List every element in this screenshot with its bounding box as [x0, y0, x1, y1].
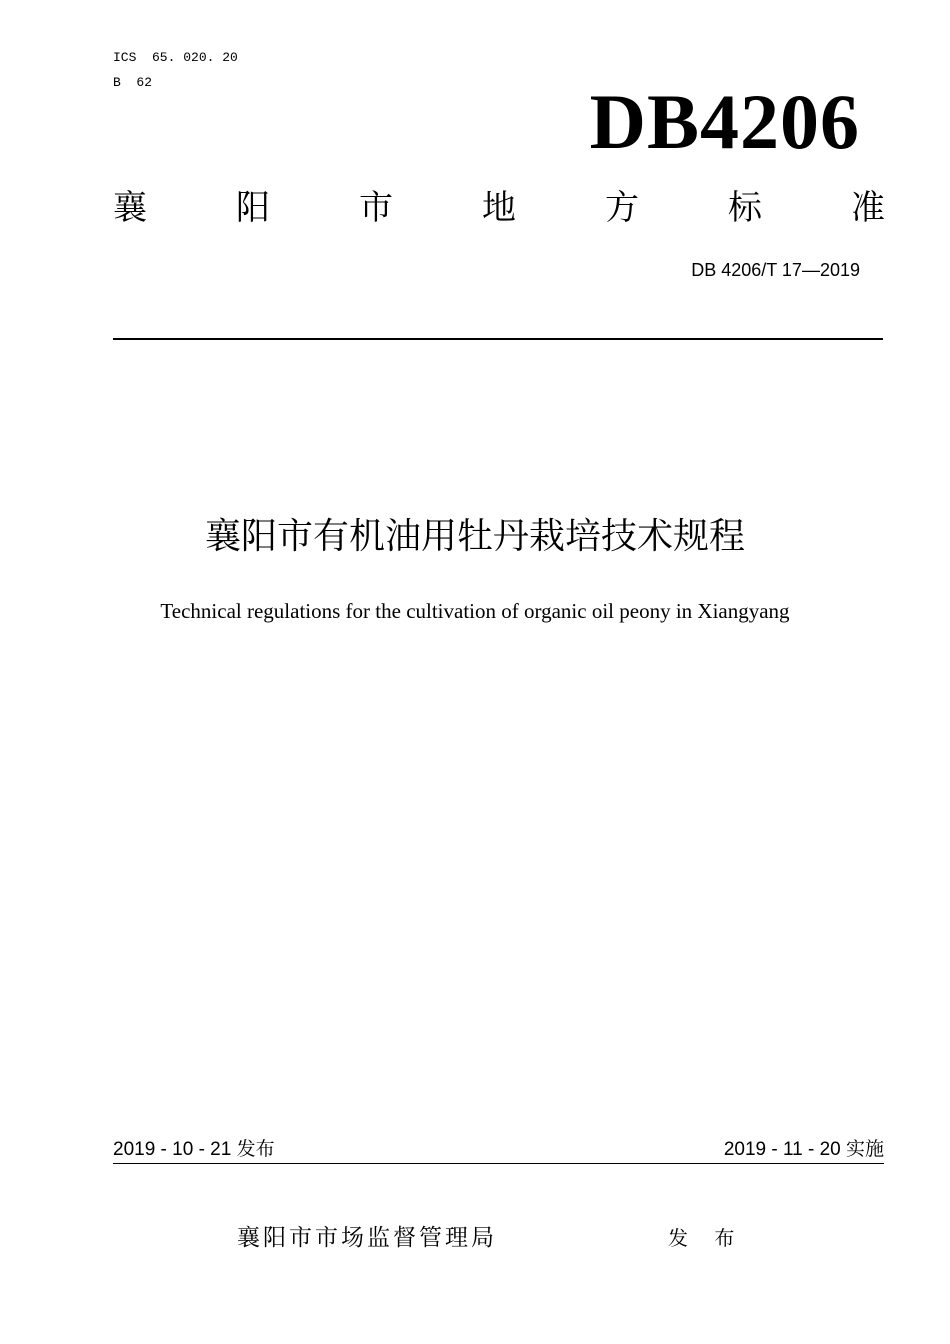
standard-type-char: 地 [482, 188, 516, 228]
standard-type-char: 襄 [113, 188, 147, 228]
issuing-authority: 襄阳市市场监督管理局 [237, 1225, 497, 1251]
top-divider [113, 338, 883, 340]
ics-code: ICS 65. 020. 20 [113, 50, 238, 65]
document-title-english: Technical regulations for the cultivation of organic oil peony in Xiangyang [160, 599, 790, 623]
standard-type-char: 方 [605, 188, 639, 228]
standard-type-char: 阳 [236, 188, 270, 228]
ccs-code: B 62 [113, 75, 153, 90]
standard-code-heading: DB4206 [589, 78, 860, 165]
standard-type-char: 标 [728, 188, 762, 228]
document-title-chinese: 襄阳市有机油用牡丹栽培技术规程 [204, 516, 745, 557]
standard-number: DB 4206/T 17—2019 [691, 260, 860, 280]
standard-type-char: 准 [851, 188, 885, 228]
bottom-divider [113, 1163, 884, 1164]
implementation-date: 2019 - 11 - 20 实施 [723, 1139, 884, 1160]
standard-type-heading [113, 186, 885, 230]
standard-type-char: 市 [359, 188, 393, 228]
issue-date: 2019 - 10 - 21 发布 [113, 1139, 275, 1160]
publish-label: 发 布 [668, 1226, 745, 1250]
